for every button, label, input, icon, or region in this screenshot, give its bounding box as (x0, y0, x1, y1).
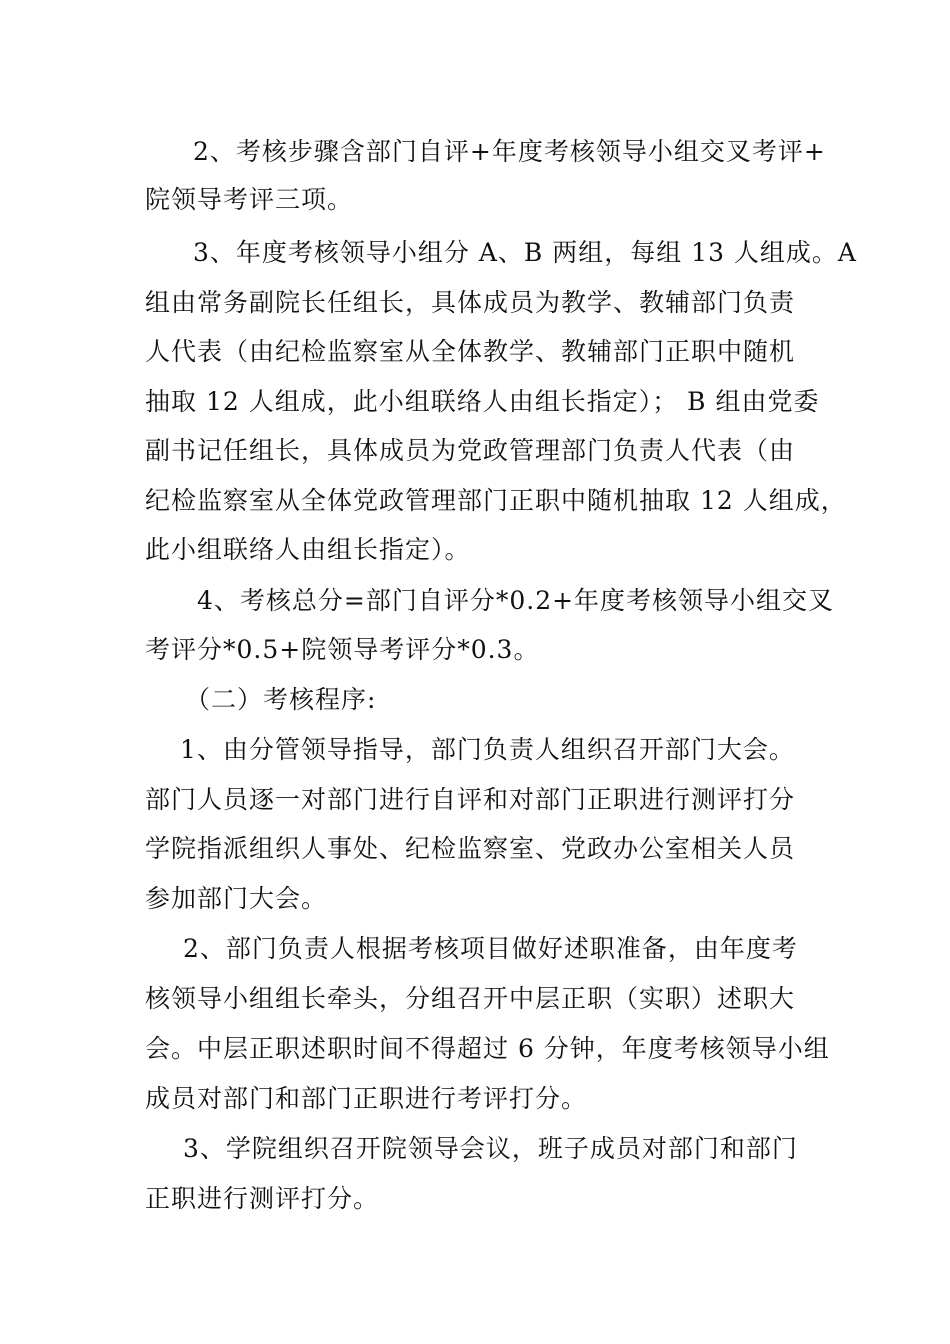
paragraph-2-line-5: 副书记任组长，具体成员为党政管理部门负责人代表（由 (145, 436, 796, 465)
paragraph-2-line-6: 纪检监察室从全体党政管理部门正职中随机抽取 12 人组成， (145, 486, 847, 515)
paragraph-6-line-1: 2、部门负责人根据考核项目做好述职准备，由年度考 (183, 934, 798, 963)
paragraph-5-line-4: 参加部门大会。 (145, 884, 328, 913)
paragraph-6-line-2: 核领导小组组长牵头，分组召开中层正职（实职）述职大 (145, 984, 796, 1013)
paragraph-7-line-1: 3、学院组织召开院领导会议，班子成员对部门和部门 (183, 1134, 798, 1163)
paragraph-7-line-2: 正职进行测评打分。 (145, 1184, 380, 1213)
paragraph-2-line-3: 人代表（由纪检监察室从全体教学、教辅部门正职中随机 (145, 337, 796, 366)
paragraph-2-line-1: 3、年度考核领导小组分 A、B 两组，每组 13 人组成。A (193, 238, 857, 267)
paragraph-6-line-3: 会。中层正职述职时间不得超过 6 分钟，年度考核领导小组 (145, 1034, 830, 1063)
paragraph-3-line-2: 考评分*0.5+院领导考评分*0.3。 (145, 635, 540, 664)
paragraph-3-line-1: 4、考核总分=部门自评分*0.2+年度考核领导小组交叉 (197, 586, 835, 615)
paragraph-5-line-3: 学院指派组织人事处、纪检监察室、党政办公室相关人员 (145, 834, 796, 863)
paragraph-2-line-4: 抽取 12 人组成，此小组联络人由组长指定）； B 组由党委 (145, 387, 820, 416)
paragraph-5-line-2: 部门人员逐一对部门进行自评和对部门正职进行测评打分 (145, 785, 796, 814)
paragraph-2-line-2: 组由常务副院长任组长，具体成员为教学、教辅部门负责 (145, 288, 796, 317)
paragraph-2-line-7: 此小组联络人由组长指定）。 (145, 535, 471, 564)
paragraph-5-line-1: 1、由分管领导指导，部门负责人组织召开部门大会。 (180, 735, 795, 764)
paragraph-1-line-2: 院领导考评三项。 (145, 185, 354, 214)
section-heading: （二）考核程序: (185, 685, 377, 714)
paragraph-6-line-4: 成员对部门和部门正职进行考评打分。 (145, 1084, 588, 1113)
paragraph-1-line-1: 2、考核步骤含部门自评+年度考核领导小组交叉考评+ (193, 137, 826, 166)
